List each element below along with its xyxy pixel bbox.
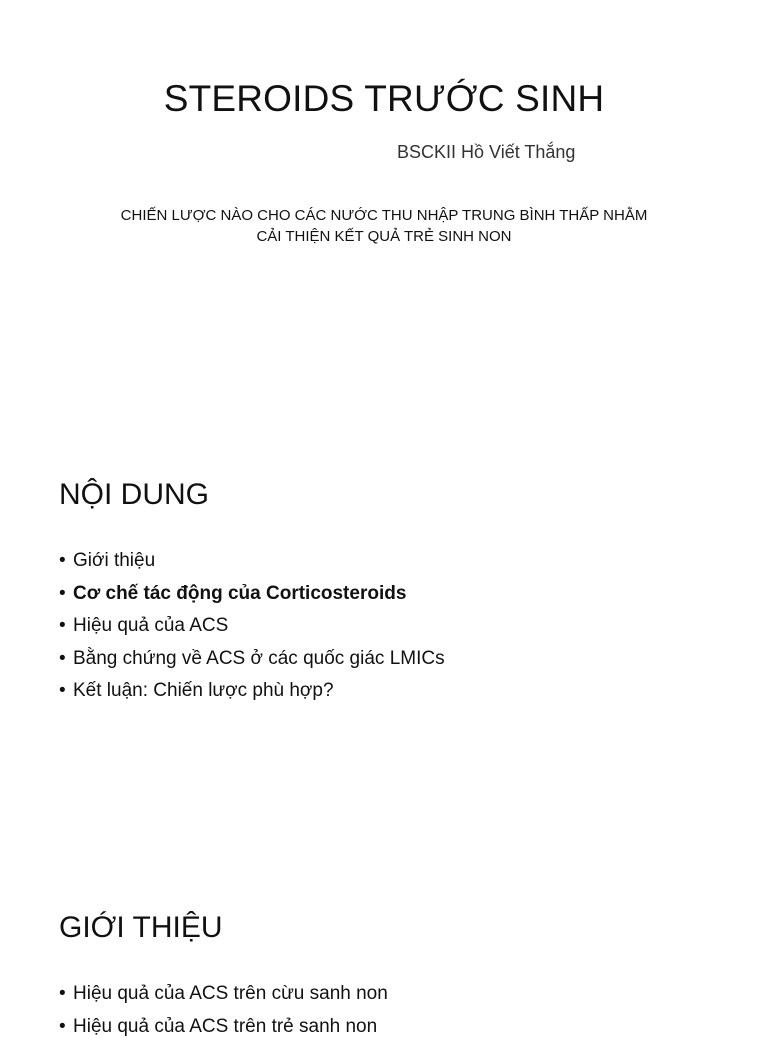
list-item xyxy=(59,647,445,680)
introduction-heading: GIỚI THIỆU xyxy=(59,911,223,945)
list-item-text: Hiệu quả của ACS xyxy=(73,615,228,636)
bullet-icon: • xyxy=(59,1015,73,1039)
list-item-text: Giới thiệu xyxy=(73,550,155,571)
contents-heading: NỘI DUNG xyxy=(59,478,209,512)
introduction-slide xyxy=(0,868,768,1024)
list-item xyxy=(59,982,388,1015)
title-slide xyxy=(0,0,768,434)
tagline-line-2: CẢI THIỆN KẾT QUẢ TRẺ SINH NON xyxy=(0,226,768,247)
contents-list xyxy=(59,549,445,712)
list-item-text: Bằng chứng về ACS ở các quốc giác LMICs xyxy=(73,648,445,669)
bullet-icon: • xyxy=(59,982,73,1006)
bullet-icon: • xyxy=(59,614,73,638)
list-item xyxy=(59,582,445,615)
bullet-icon: • xyxy=(59,679,73,703)
presentation-title: STEROIDS TRƯỚC SINH xyxy=(0,78,768,120)
bullet-icon: • xyxy=(59,549,73,573)
bullet-icon: • xyxy=(59,647,73,671)
bullet-icon: • xyxy=(59,582,73,606)
list-item-text: Kết luận: Chiến lược phù hợp? xyxy=(73,680,334,701)
list-item-text: Cơ chế tác động của Corticosteroids xyxy=(73,583,406,604)
author-name: BSCKII Hồ Viết Thắng xyxy=(397,142,575,163)
list-item xyxy=(59,549,445,582)
contents-slide xyxy=(0,434,768,868)
list-item xyxy=(59,679,445,712)
introduction-list xyxy=(59,982,388,1047)
tagline-line-1: CHIẾN LƯỢC NÀO CHO CÁC NƯỚC THU NHẬP TRUNG BÌNH THẤP NHẰM xyxy=(0,205,768,226)
list-item xyxy=(59,614,445,647)
presentation-tagline xyxy=(0,205,768,247)
list-item xyxy=(59,1015,388,1047)
list-item-text: Hiệu quả của ACS trên cừu sanh non xyxy=(73,983,388,1004)
list-item-text: Hiệu quả của ACS trên trẻ sanh non xyxy=(73,1016,377,1037)
